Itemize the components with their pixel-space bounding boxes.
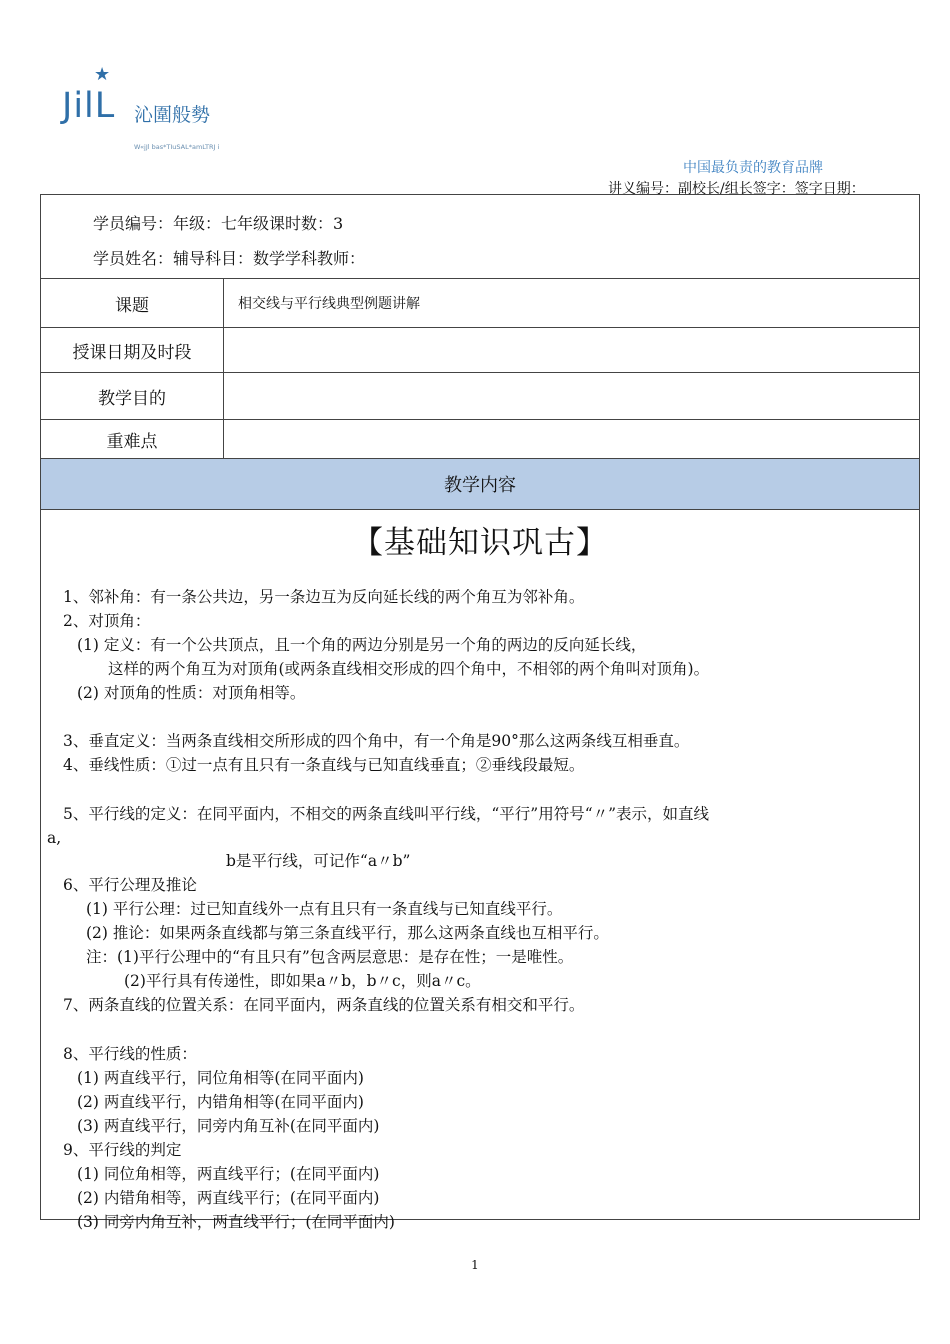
content-line: 4、垂线性质：①过一点有且只有一条直线与已知直线垂直；②垂线段最短。 bbox=[63, 756, 585, 774]
logo-chinese-name: 沁圍般勢 bbox=[134, 104, 211, 126]
goal-label: 教学目的 bbox=[41, 373, 224, 419]
topic-label: 课题 bbox=[41, 279, 224, 327]
content-line: 5、平行线的定义：在同平面内，不相交的两条直线叫平行线，“平行”用符号“〃”表示，如直线 bbox=[63, 805, 710, 823]
content-line: (3) 同旁内角互补，两直线平行；(在同平面内) bbox=[77, 1213, 395, 1231]
content-line: 3、垂直定义：当两条直线相交所形成的四个角中，有一个角是90°那么这两条线互相垂直。 bbox=[63, 732, 690, 750]
page-number: 1 bbox=[471, 1258, 479, 1272]
topic-value: 相交线与平行线典型例题讲解 bbox=[238, 296, 420, 312]
lesson-table bbox=[40, 194, 920, 1231]
content-line: 这样的两个角互为对顶角(或两条直线相交形成的四个角中，不相邻的两个角叫对顶角)。 bbox=[108, 660, 710, 678]
content-line: (2)平行具有传递性，即如果a〃b，b〃c，则a〃c。 bbox=[124, 972, 481, 990]
content-line: 1、邻补角：有一条公共边，另一条边互为反向延长线的两个角互为邻补角。 bbox=[63, 588, 585, 606]
content-line: b是平行线，可记作“a〃b” bbox=[226, 852, 411, 870]
brand-slogan: 中国最负责的教育品牌 bbox=[683, 160, 823, 176]
content-line: (1) 平行公理：过已知直线外一点有且只有一条直线与已知直线平行。 bbox=[86, 900, 563, 918]
content-line: (1) 同位角相等，两直线平行；(在同平面内) bbox=[77, 1165, 380, 1183]
content-line: (2) 对顶角的性质：对顶角相等。 bbox=[77, 684, 306, 702]
student-name-line: 学员姓名：辅导科目：数学学科教师： bbox=[93, 249, 366, 268]
content-line: (2) 两直线平行，内错角相等(在同平面内) bbox=[77, 1093, 364, 1111]
content-line: 7、两条直线的位置关系：在同平面内，两条直线的位置关系有相交和平行。 bbox=[63, 996, 585, 1014]
content-line: 2、对顶角： bbox=[63, 612, 151, 630]
content-header: 教学内容 bbox=[41, 459, 919, 510]
content-line: (1) 定义：有一个公共顶点，且一个角的两边分别是另一个角的两边的反向延长线， bbox=[77, 636, 647, 654]
section-title: 【基础知识巩古】 bbox=[352, 525, 608, 561]
logo-tagline: W«jJl bas*TIuSAL*amLTRJ ⅰ bbox=[134, 143, 220, 151]
content-line: a, bbox=[47, 829, 62, 847]
logo-mark: JilL bbox=[62, 86, 116, 126]
student-id-line: 学员编号：年级：七年级课时数：3 bbox=[93, 214, 344, 233]
content-line: 注：(1)平行公理中的“有且只有”包含两层意思：是存在性；一是唯性。 bbox=[86, 948, 574, 966]
content-line: 6、平行公理及推论 bbox=[63, 876, 197, 894]
handout-signature-line: 讲义编号：副校长/组长签字：签字日期： bbox=[608, 181, 865, 197]
content-line: 9、平行线的判定 bbox=[63, 1141, 182, 1159]
date-label: 授课日期及时段 bbox=[41, 328, 224, 372]
content-body bbox=[41, 195, 919, 1231]
content-line: (2) 内错角相等，两直线平行；(在同平面内) bbox=[77, 1189, 380, 1207]
content-line: (1) 两直线平行，同位角相等(在同平面内) bbox=[77, 1069, 364, 1087]
star-icon: ★ bbox=[94, 64, 111, 85]
brand-logo bbox=[62, 66, 242, 156]
content-line: (2) 推论：如果两条直线都与第三条直线平行，那么这两条直线也互相平行。 bbox=[86, 924, 609, 942]
content-line: (3) 两直线平行，同旁内角互补(在同平面内) bbox=[77, 1117, 380, 1135]
key-points-label: 重难点 bbox=[41, 420, 224, 458]
content-line: 8、平行线的性质： bbox=[63, 1045, 197, 1063]
